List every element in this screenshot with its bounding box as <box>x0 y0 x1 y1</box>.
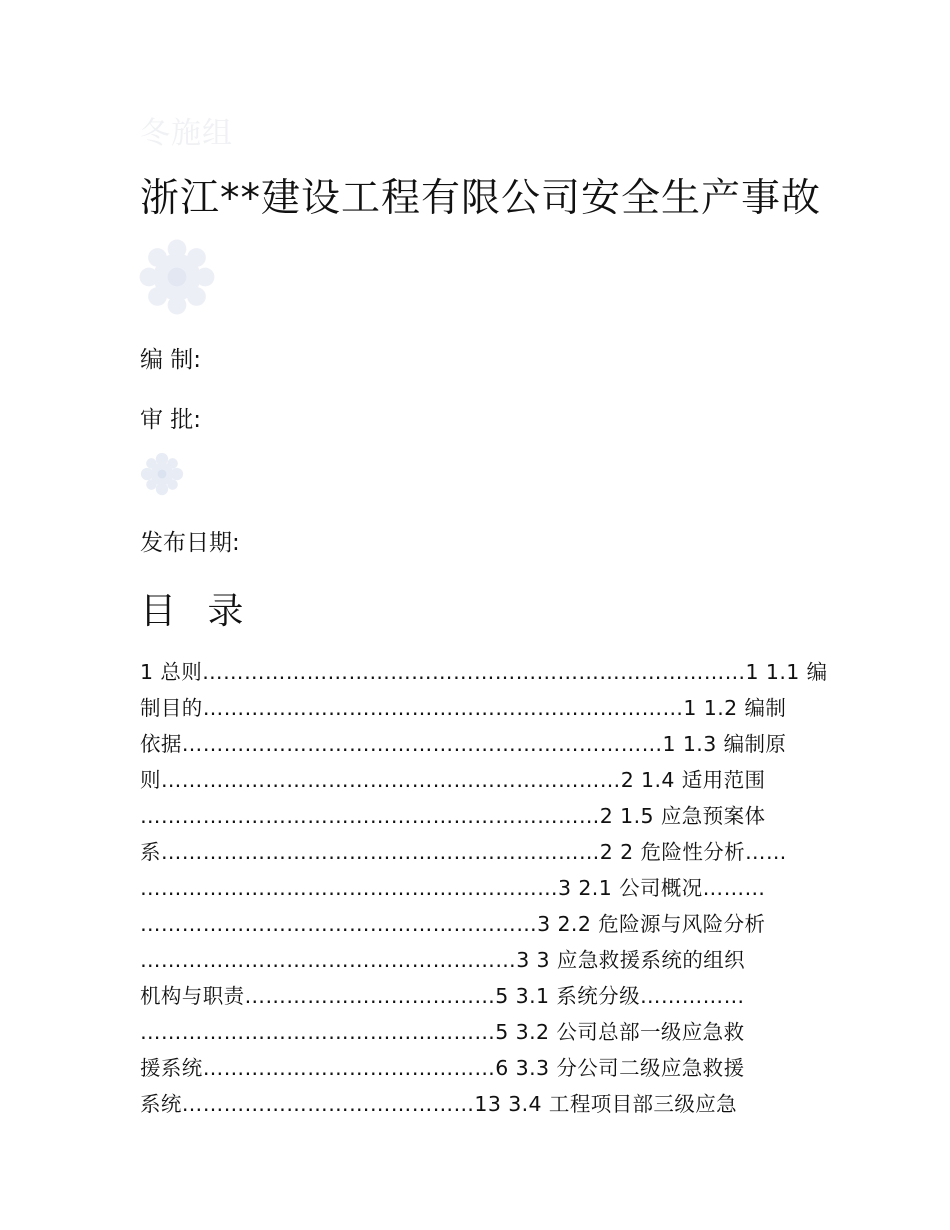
toc-line: 系统……………………………………13 3.4 工程项目部三级应急 <box>140 1092 738 1116</box>
toc-line: 系………………………………………………………2 2 危险性分析…… <box>140 840 787 864</box>
toc-line: ……………………………………………5 3.2 公司总部一级应急救 <box>140 1020 745 1044</box>
toc-line: 援系统……………………………………6 3.3 分公司二级应急救援 <box>140 1056 745 1080</box>
toc-line: ………………………………………………3 3 应急救援系统的组织 <box>140 948 746 972</box>
toc-line: 机构与职责………………………………5 3.1 系统分级…………… <box>140 984 745 1008</box>
toc-line: 依据……………………………………………………………1 1.3 编制原 <box>140 732 787 756</box>
document-title: 浙江**建设工程有限公司安全生产事故 <box>140 176 822 221</box>
toc-line: 1 总则……………………………………………………………………1 1.1 编 <box>140 660 828 684</box>
toc-line: …………………………………………………3 2.2 危险源与风险分析 <box>140 912 766 936</box>
toc-line: …………………………………………………………2 1.5 应急预案体 <box>140 804 766 828</box>
watermark-gear-icon <box>138 238 216 316</box>
approval-field-label: 审 批: <box>140 407 202 433</box>
watermark-text: 冬施组 <box>140 116 233 151</box>
watermark-flower-icon <box>140 452 184 496</box>
toc-line: 则…………………………………………………………2 1.4 适用范围 <box>140 768 766 792</box>
toc-line: ……………………………………………………3 2.1 公司概况……… <box>140 876 766 900</box>
release-date-field-label: 发布日期: <box>140 530 240 556</box>
toc-line: 制目的……………………………………………………………1 1.2 编制 <box>140 696 787 720</box>
table-of-contents <box>140 656 828 1124</box>
toc-heading: 目 录 <box>140 591 254 632</box>
compiler-field-label: 编 制: <box>140 347 202 373</box>
